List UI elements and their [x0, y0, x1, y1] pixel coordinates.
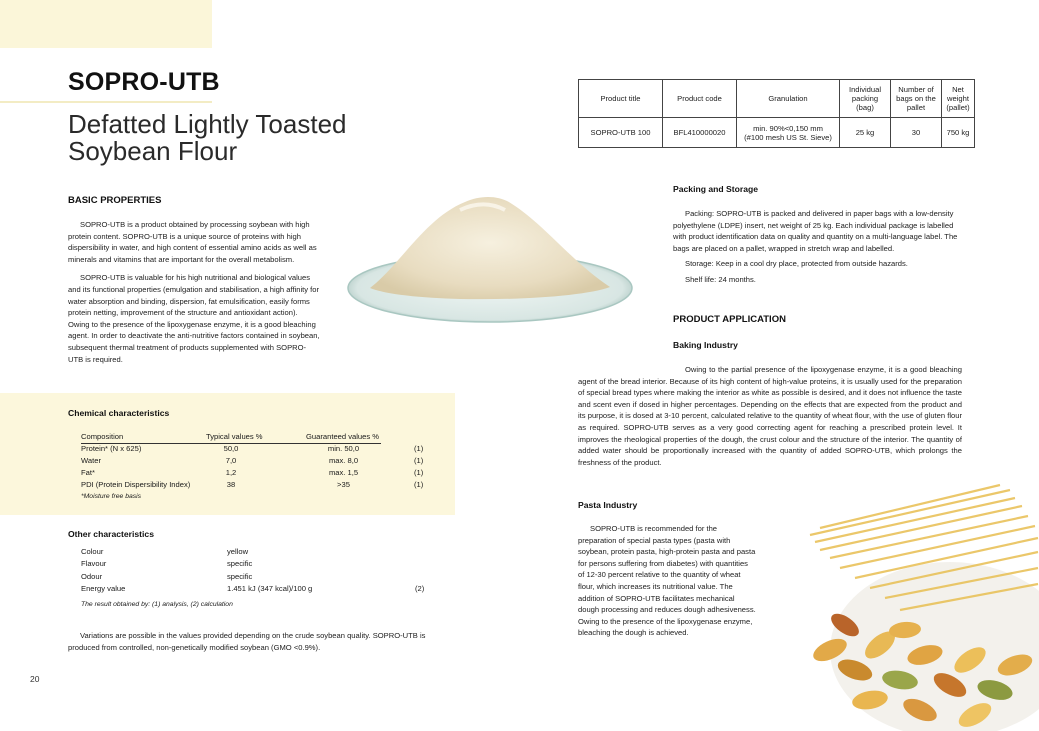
chemical-footnote: *Moisture free basis	[81, 493, 142, 500]
packing-text	[673, 208, 961, 293]
chemical-heading: Chemical characteristics	[68, 408, 170, 418]
chem-name: Water	[81, 456, 101, 465]
other-heading: Other characteristics	[68, 529, 154, 539]
chem-header-guaranteed: Guaranteed values %	[306, 431, 381, 444]
baking-paragraph: Owing to the partial presence of the lipoxygenase enzyme, it is a good bleaching agent of the bread interior. Because of its high content of high-value proteins, it is usually used for the preparation of special bread types where making the interior as white as possible is desired, and it does not influence the taste and scent even if dosed in higher percentages. Depending on the effects that are expected from the product and its purpose, it is dosed at 3-10 percent, calculated relative to the quantity of wheat flour, with the use of gluten flour as required. SOPRO-UTB serves as a very good correcting agent for reaching a prescribed protein level. It improves the rheological properties of the dough, the crust colour and the structure of the interior. The quantity of added water should be proportionally increased with the quantity of added SOPRO-UTB, which prolongs the freshness of the product.	[578, 365, 962, 467]
table-row	[81, 479, 436, 491]
table-row	[81, 455, 436, 467]
chemical-table	[81, 431, 436, 503]
granulation-line-2: (#100 mesh US St. Sieve)	[744, 132, 832, 142]
other-value: specific	[227, 559, 253, 569]
product-subtitle	[68, 111, 346, 165]
baking-heading: Baking Industry	[673, 340, 738, 350]
spec-cell-bags: 30	[891, 118, 942, 148]
other-name: Flavour	[81, 559, 107, 569]
other-value: yellow	[227, 547, 249, 556]
spec-header-cell: Product code	[663, 80, 737, 118]
table-row	[81, 571, 441, 583]
baking-text	[578, 364, 962, 475]
chem-guaranteed: max. 1,5	[328, 468, 359, 477]
spec-cell-code: BFL410000020	[663, 118, 737, 148]
chem-typical: 1,2	[225, 468, 237, 477]
soybean-flour-image	[340, 170, 640, 325]
packing-paragraph: Packing: SOPRO-UTB is packed and delivered in paper bags with a low-density polyethylene (LDPE) insert, net weight of 25 kg. Each individual package is labelled with product identification data on quality and quantity on a multi-language label. The bags are placed on a pallet, wrapped in stretch wrap and labelled.	[673, 209, 958, 253]
subtitle-line-1: Defatted Lightly Toasted	[68, 109, 347, 139]
spec-cell-packing: 25 kg	[840, 118, 891, 148]
chem-name: PDI (Protein Dispersibility Index)	[81, 480, 191, 489]
basic-paragraph-2: SOPRO-UTB is valuable for his high nutritional and biological values and its functional properties (emulgation and stabilisation, a high affinity for water absorption and binding, dispersion, fat emulsification, easily forms protein netting, improvement of the structure and antioxidant action). Owing to the presence of the lipoxygenase enzyme, it is a good bleaching agent. In order to deactivate the anti-nutritive factors contained in soybean, subsequent thermal treatment of products supplemented with SOPRO-UTB is required.	[68, 273, 320, 364]
spec-header-cell: Net weight (pallet)	[942, 80, 975, 118]
shelf-life-paragraph: Shelf life: 24 months.	[685, 274, 756, 284]
chemical-header-row	[81, 431, 436, 443]
other-note: (2)	[415, 584, 425, 594]
table-row	[81, 467, 436, 479]
chem-guaranteed: >35	[337, 480, 350, 489]
basic-paragraph-1: SOPRO-UTB is a product obtained by processing soybean with high protein content. SOPRO-UTB is a unique source of proteins with high dispersibility in water, and high content of essential amino acids as well as minerals and vitamins that are important for the overall metabolism.	[68, 220, 317, 264]
chem-note: (1)	[414, 456, 424, 465]
spec-header-cell: Granulation	[737, 80, 840, 118]
chem-typical: 50,0	[223, 444, 239, 453]
other-name: Colour	[81, 547, 104, 556]
spec-table-row	[579, 118, 975, 148]
spec-cell-title: SOPRO-UTB 100	[579, 118, 663, 148]
pasta-paragraph: SOPRO-UTB is recommended for the preparation of special pasta types (pasta with soybean, protein pasta, high-protein pasta and pasta for persons suffering from diabetes) with quantities of 12-30 percent relative to the quantity of wheat flour, which increases its nutritional value. The addition of SOPRO-UTB facilitates mechanical dough processing and reduces dough adhesiveness. Owing to the presence of the lipoxygenase enzyme, bleaching the dough is achieved.	[578, 524, 756, 638]
variations-text	[68, 630, 440, 660]
chem-guaranteed: min. 50,0	[327, 444, 360, 453]
spec-header-cell: Individual packing (bag)	[840, 80, 891, 118]
other-footnote: The result obtained by: (1) analysis, (2) calculation	[81, 600, 233, 608]
chem-note: (1)	[414, 468, 424, 477]
spec-cell-net-weight: 750 kg	[942, 118, 975, 148]
chem-name: Fat*	[81, 468, 95, 477]
other-value: specific	[227, 571, 253, 581]
chem-typical: 38	[226, 480, 236, 489]
other-name: Odour	[81, 571, 103, 581]
chem-header-composition: Composition	[81, 431, 206, 444]
chem-typical: 7,0	[225, 456, 237, 465]
storage-paragraph: Storage: Keep in a cool dry place, protected from outside hazards.	[685, 259, 908, 269]
packing-heading: Packing and Storage	[673, 184, 759, 194]
pasta-heading: Pasta Industry	[578, 500, 638, 510]
chem-header-typical: Typical values %	[206, 431, 306, 444]
pasta-text	[578, 523, 756, 646]
granulation-line-1: min. 90%<0,150 mm	[753, 123, 823, 133]
spec-header-cell: Product title	[579, 80, 663, 118]
table-row	[81, 546, 441, 558]
spec-table	[578, 79, 975, 148]
other-value: 1.451 kJ (347 kcal)/100 g	[227, 584, 313, 594]
chem-note: (1)	[414, 480, 424, 489]
other-table	[81, 546, 441, 611]
basic-properties-heading: BASIC PROPERTIES	[68, 195, 162, 206]
application-heading: PRODUCT APPLICATION	[673, 314, 786, 325]
pasta-image	[760, 480, 1039, 731]
title-underline	[0, 101, 212, 103]
product-title: SOPRO-UTB	[68, 68, 220, 96]
chem-note: (1)	[414, 444, 424, 453]
subtitle-line-2: Soybean Flour	[68, 136, 238, 166]
table-row	[81, 583, 441, 595]
other-name: Energy value	[81, 584, 126, 594]
table-row	[81, 443, 436, 455]
chem-name: Protein* (N x 625)	[81, 444, 142, 453]
spec-header-cell: Number of bags on the pallet	[891, 80, 942, 118]
variations-paragraph: Variations are possible in the values provided depending on the crude soybean quality. SOPRO-UTB is produced from controlled, non-genetically modified soybean (GMO <0.9%).	[68, 631, 426, 652]
header-tab	[0, 0, 212, 48]
page-number: 20	[30, 674, 40, 684]
chem-guaranteed: max. 8,0	[328, 456, 359, 465]
spec-cell-granulation	[737, 118, 840, 148]
table-row	[81, 558, 441, 570]
spec-table-header	[579, 80, 975, 118]
basic-properties-text	[68, 219, 320, 372]
